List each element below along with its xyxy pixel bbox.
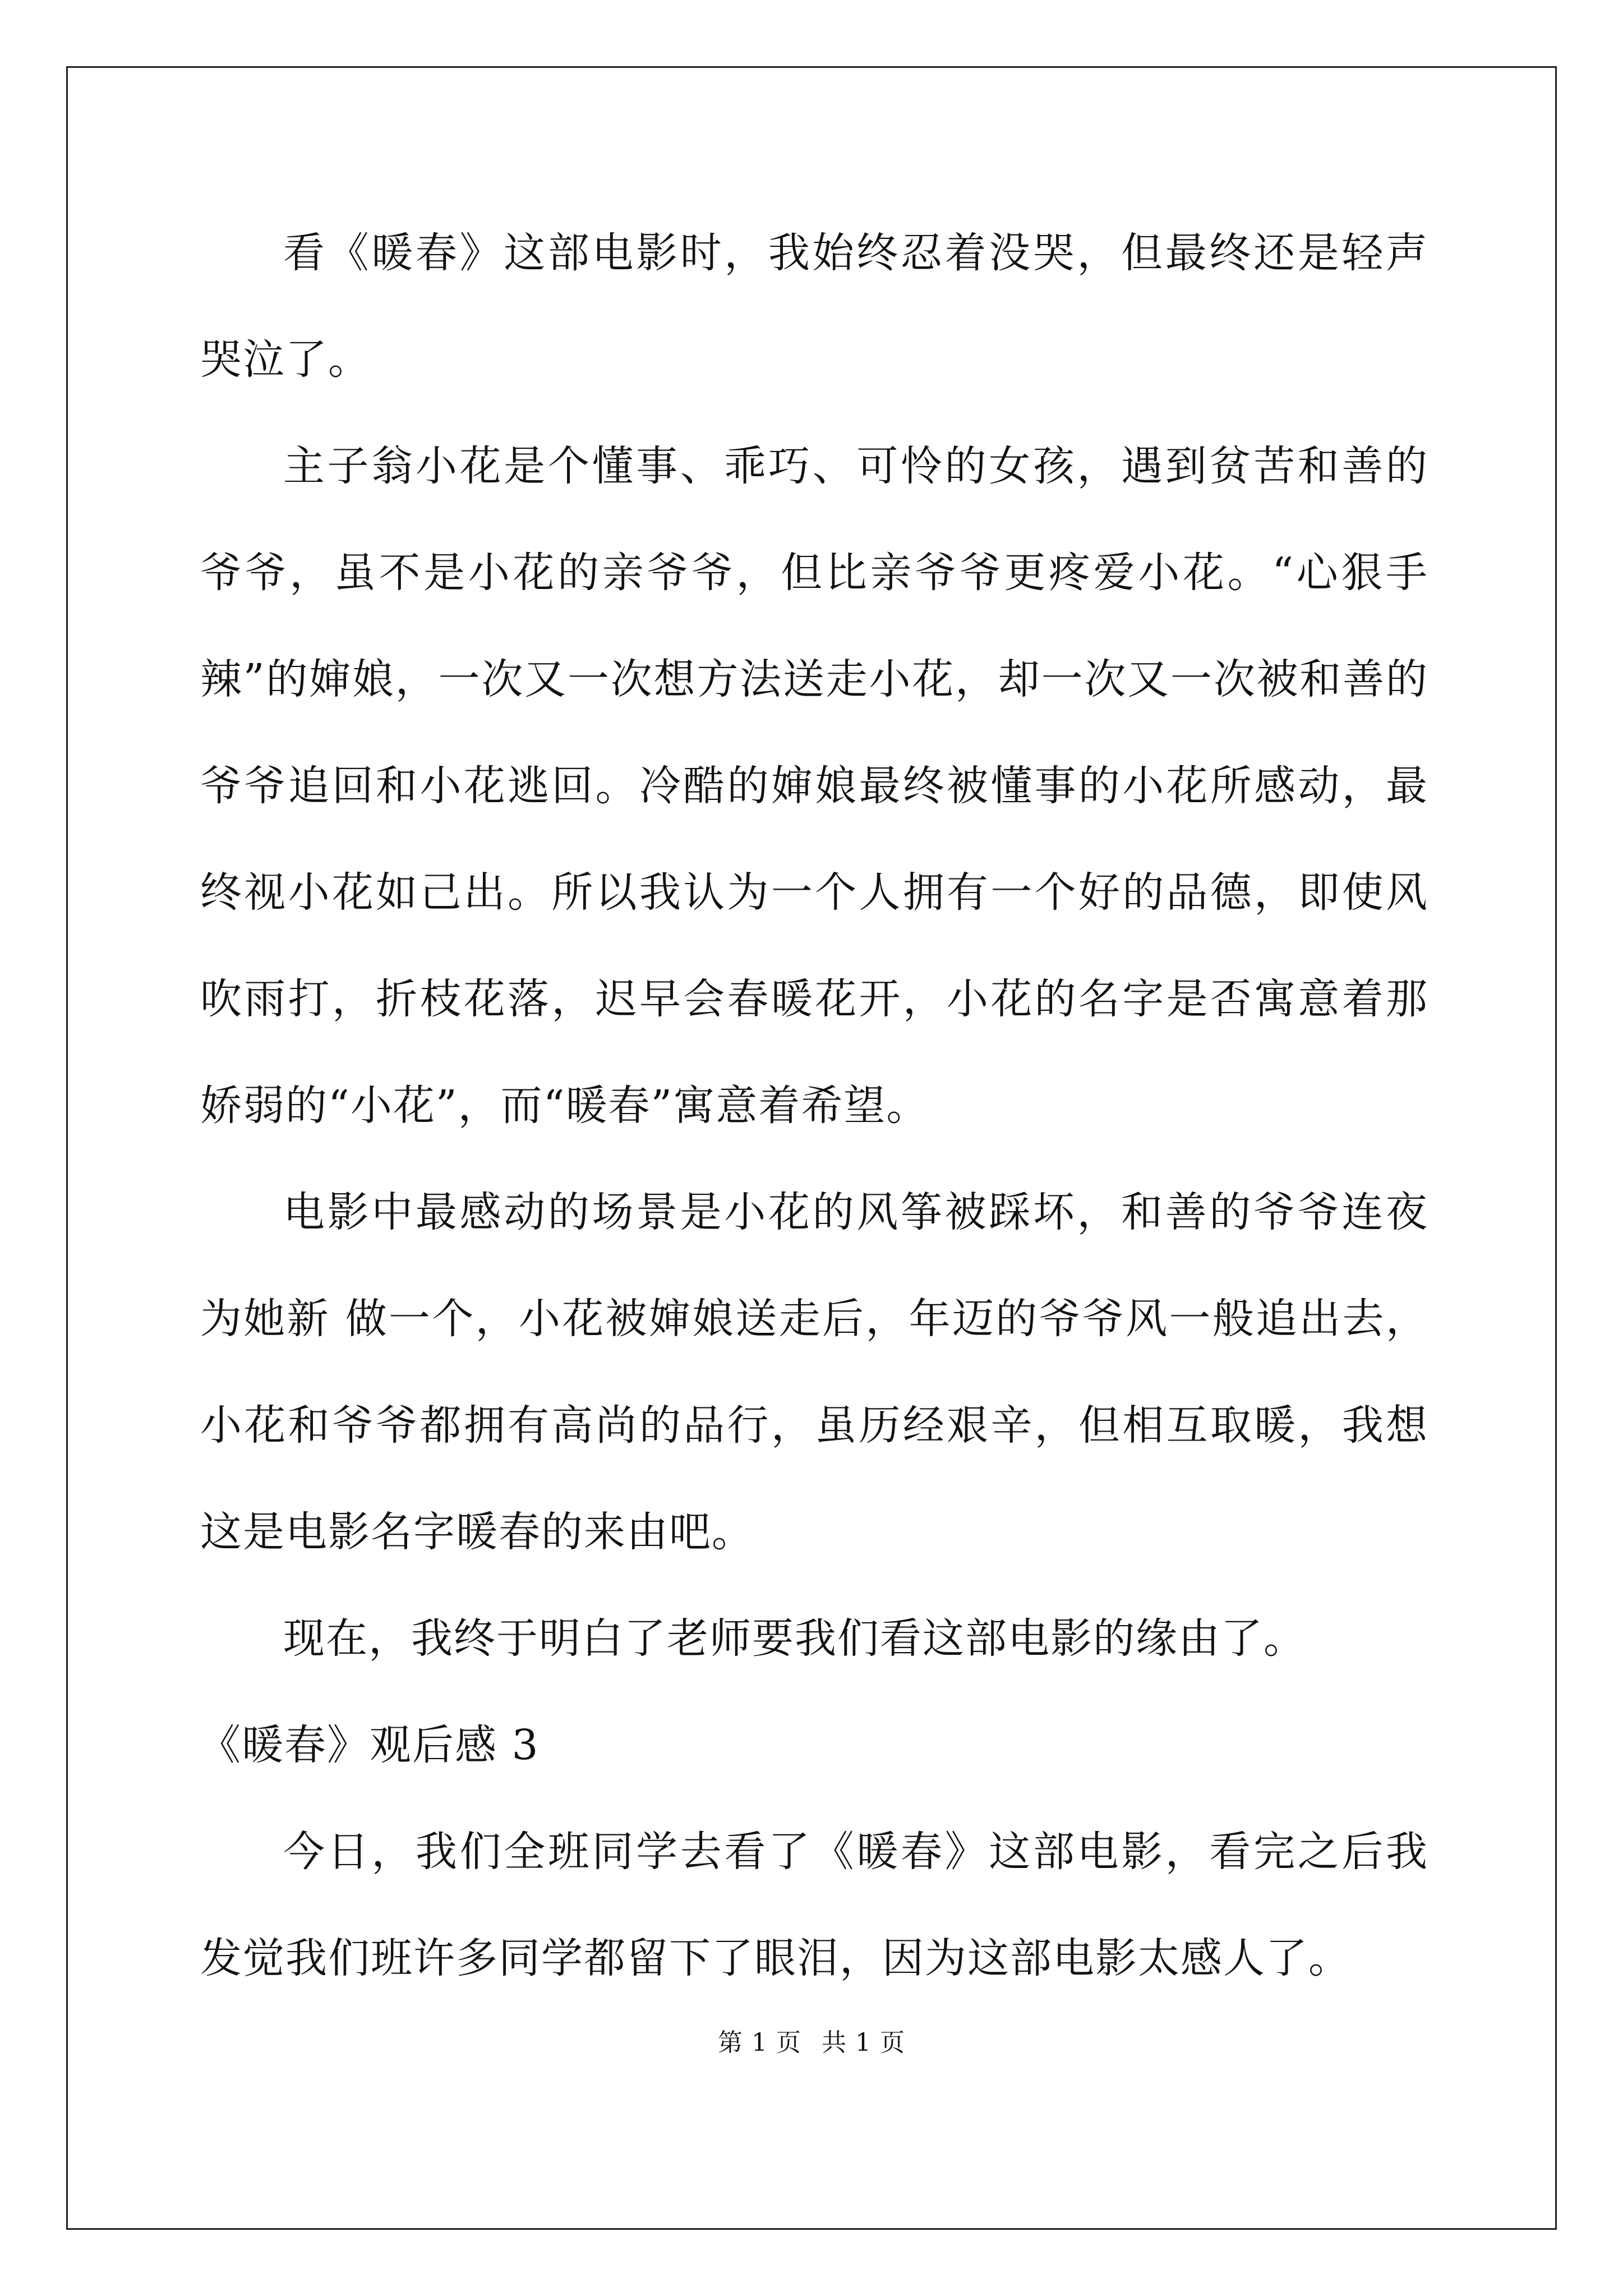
- paragraph: 今日，我们全班同学去看了《暖春》这部电影，看完之后我发觉我们班许多同学都留下了眼泪，因为这部电影太感人了。: [200, 1828, 1428, 1982]
- document-body: [200, 200, 1428, 2012]
- section-heading: 《暖春》观后感 3: [199, 1721, 540, 1769]
- paragraph: 电影中最感动的场景是小花的风筝被踩坏，和善的爷爷连夜为她新 做一个，小花被婶娘送走后，年迈的爷爷风一般追出去，小花和爷爷都拥有高尚的品行，虽历经艰辛，但相互取暖，我想这是电影名字暖春的来由吧。: [200, 1188, 1428, 1556]
- paragraph: 看《暖春》这部电影时，我始终忍着没哭，但最终还是轻声哭泣了。: [200, 229, 1428, 384]
- paragraph: 现在，我终于明白了老师要我们看这部电影的缘由了。: [283, 1614, 1306, 1663]
- paragraph: 主子翁小花是个懂事、乖巧、可怜的女孩，遇到贫苦和善的爷爷，虽不是小花的亲爷爷，但比亲爷爷更疼爱小花。“心狠手辣”的婶娘，一次又一次想方法送走小花，却一次又一次被和善的爷爷追回和小花逃回。冷酷的婶娘最终被懂事的小花所感动，最终视小花如己出。所以我认为一个人拥有一个好的品德，即使风吹雨打，折枝花落，迟早会春暖花开，小花的名字是否寓意着那娇弱的“小花”，而“暖春”寓意着希望。: [200, 442, 1428, 1130]
- page-number: 第 1 页: [718, 2028, 801, 2057]
- page-total: 共 1 页: [822, 2028, 905, 2057]
- page-footer: [0, 2026, 1623, 2060]
